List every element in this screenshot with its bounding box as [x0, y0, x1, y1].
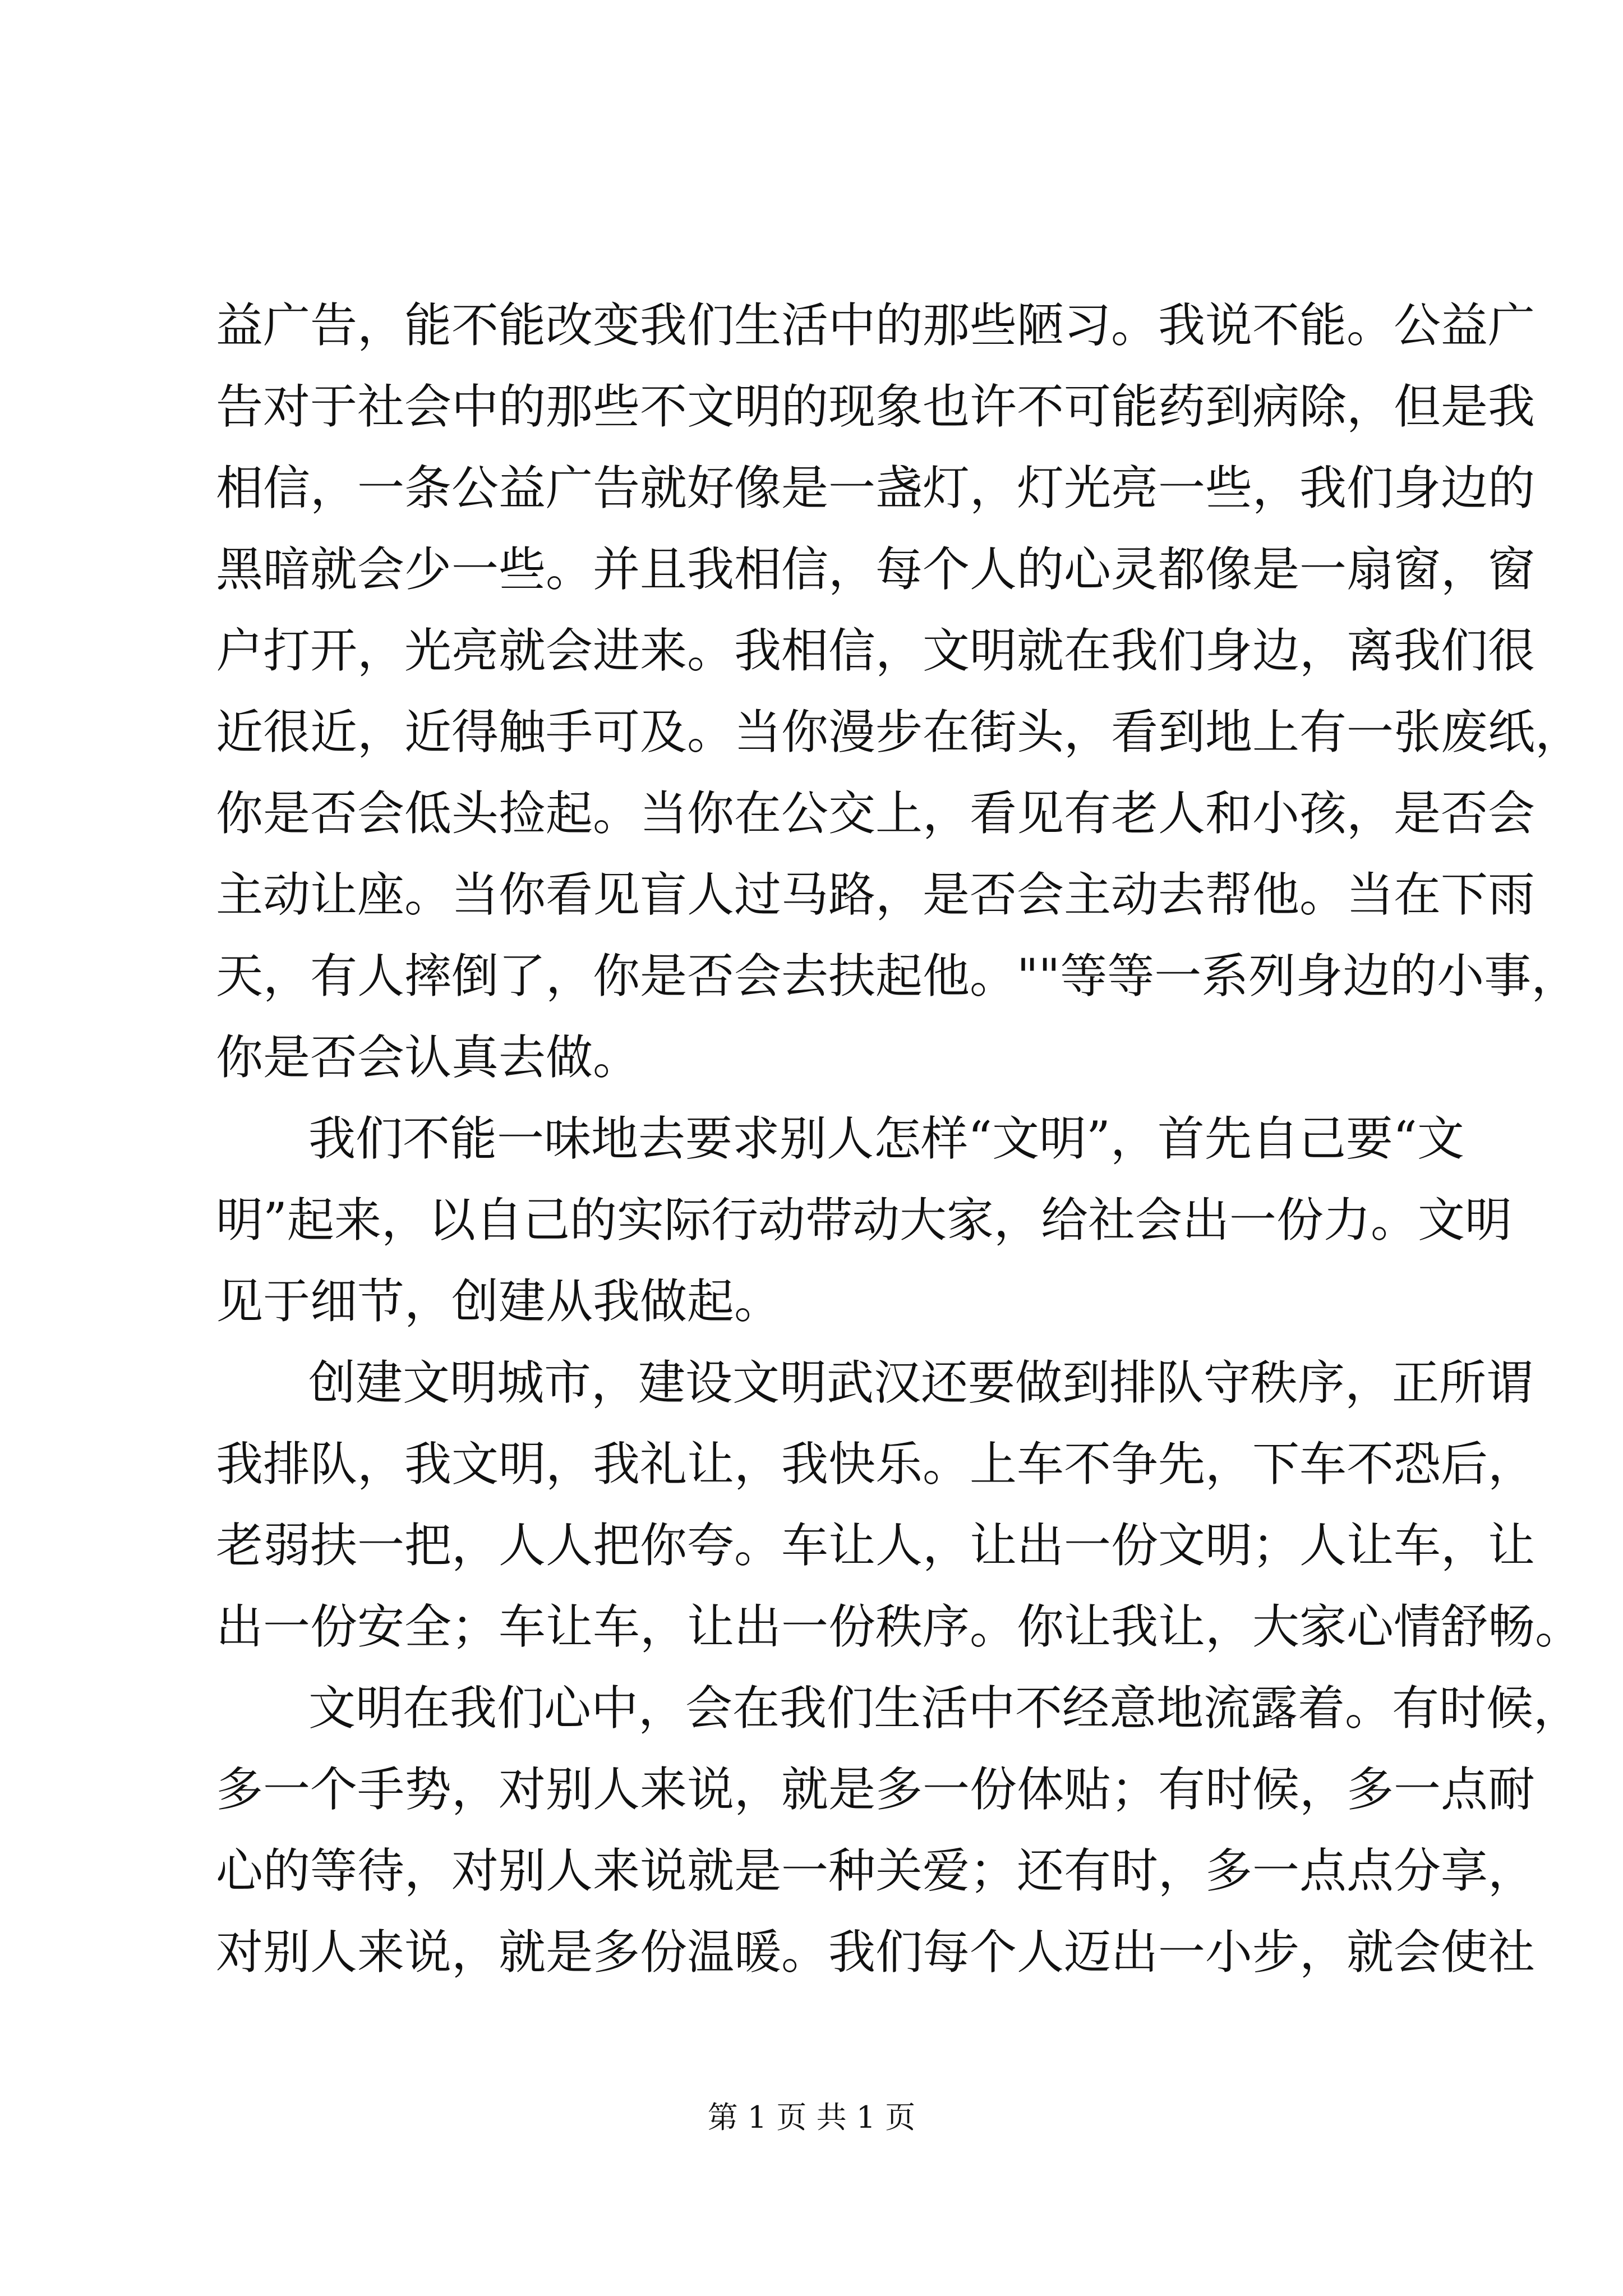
- text-line: 我排队，我文明，我礼让，我快乐。上车不争先，下车不恐后，: [216, 1437, 1536, 1492]
- text-line: 对别人来说，就是多份温暖。我们每个人迈出一小步，就会使社: [216, 1925, 1536, 1980]
- page-footer: 第 1 页 共 1 页: [707, 2100, 916, 2135]
- text-line: 益广告，能不能改变我们生活中的那些陋习。我说不能。公益广: [216, 298, 1536, 353]
- text-line: 近很近，近得触手可及。当你漫步在街头，看到地上有一张废纸，: [216, 705, 1583, 760]
- text-line: 黑暗就会少一些。并且我相信，每个人的心灵都像是一扇窗，窗: [216, 542, 1536, 597]
- text-line: 出一份安全；车让车，让出一份秩序。你让我让，大家心情舒畅。: [216, 1599, 1583, 1654]
- text-line: 天，有人摔倒了，你是否会去扶起他。""等等一系列身边的小事，: [216, 949, 1579, 1004]
- text-line: 见于细节，创建从我做起。: [216, 1274, 782, 1329]
- text-line: 老弱扶一把，人人把你夸。车让人，让出一份文明；人让车，让: [216, 1518, 1536, 1573]
- text-line: 相信，一条公益广告就好像是一盏灯，灯光亮一些，我们身边的: [216, 461, 1536, 516]
- paragraph-first-line: 文明在我们心中，会在我们生活中不经意地流露着。有时候，: [308, 1681, 1581, 1736]
- text-line: 心的等待，对别人来说就是一种关爱；还有时，多一点点分享，: [216, 1843, 1536, 1898]
- text-line: 主动让座。当你看见盲人过马路，是否会主动去帮他。当在下雨: [216, 867, 1536, 922]
- text-line: 户打开，光亮就会进来。我相信，文明就在我们身边，离我们很: [216, 623, 1536, 678]
- paragraph-first-line: 我们不能一味地去要求别人怎样“文明”，首先自己要“文: [308, 1111, 1464, 1166]
- text-line: 你是否会认真去做。: [216, 1030, 640, 1085]
- text-line: 明”起来，以自己的实际行动带动大家，给社会出一份力。文明: [216, 1193, 1512, 1248]
- text-line: 你是否会低头捡起。当你在公交上，看见有老人和小孩，是否会: [216, 786, 1536, 841]
- text-line: 多一个手势，对别人来说，就是多一份体贴；有时候，多一点耐: [216, 1762, 1536, 1817]
- paragraph-first-line: 创建文明城市，建设文明武汉还要做到排队守秩序，正所谓: [308, 1355, 1534, 1410]
- text-line: 告对于社会中的那些不文明的现象也许不可能药到病除，但是我: [216, 379, 1536, 434]
